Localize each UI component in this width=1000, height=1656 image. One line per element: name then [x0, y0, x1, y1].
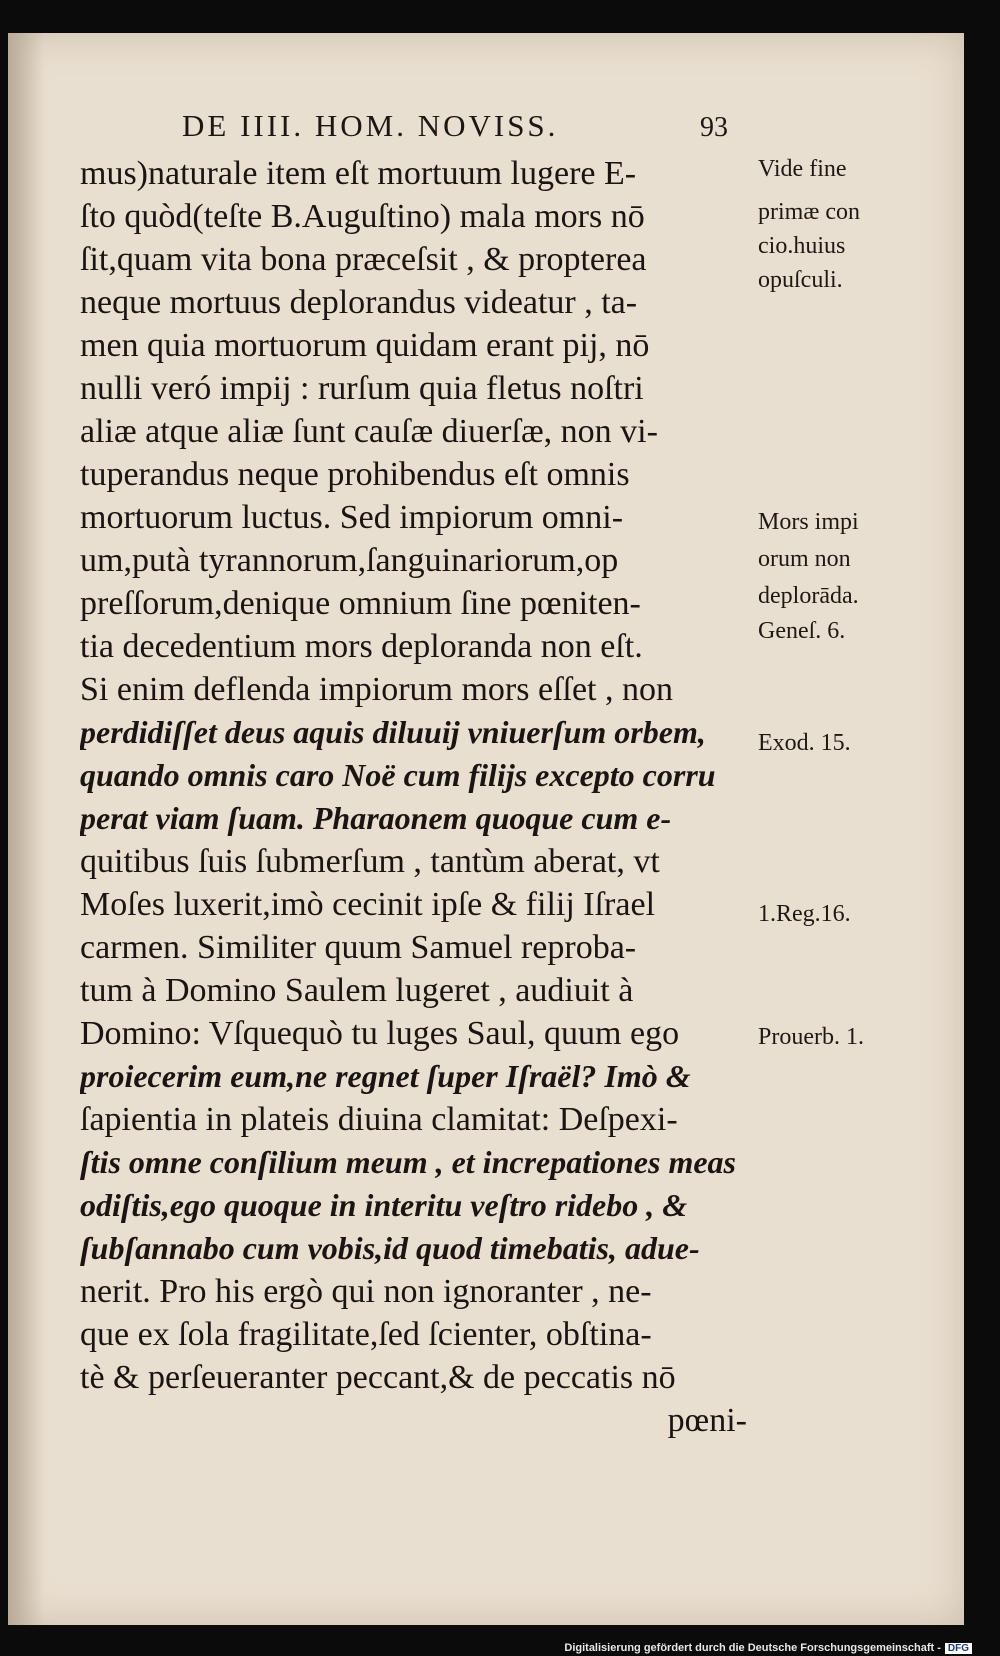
text-line: tia decedentium mors deploranda non eſt. — [80, 628, 643, 665]
dfg-logo: DFG — [945, 1643, 972, 1654]
text-line-italic: perat viam ſuam. Pharaonem quoque cum e- — [80, 800, 672, 836]
text-line: tum à Domino Saulem lugeret , audiuit à — [80, 972, 634, 1009]
credit-text: Digitalisierung gefördert durch die Deutsche Forschungsgemeinschaft - — [564, 1642, 941, 1654]
text-line: carmen. Similiter quum Samuel reproba- — [80, 929, 637, 966]
text-line: men quia mortuorum quidam erant pij, nō — [80, 327, 650, 364]
digitization-credit — [564, 1642, 972, 1654]
margin-note: Mors impi — [758, 509, 859, 535]
text-line-italic: odiſtis,ego quoque in interitu veſtro ridebo , & — [80, 1187, 688, 1223]
text-line-italic: ſubſannabo cum vobis,id quod timebatis, adue- — [80, 1230, 700, 1266]
text-line: nulli veró impij : rurſum quia fletus noſtri — [80, 370, 644, 407]
text-line: Si enim deflenda impiorum mors eſſet , non — [80, 671, 674, 708]
text-line: aliæ atque aliæ ſunt cauſæ diuerſæ, non vi- — [80, 413, 658, 450]
text-line: tè & perſeueranter peccant,& de peccatis nō — [80, 1359, 676, 1396]
text-line: preſſorum,denique omnium ſine pœniten- — [80, 585, 641, 622]
text-line-italic: proiecerim eum,ne regnet ſuper Iſraël? Imò & — [80, 1058, 691, 1094]
text-line-italic: ſtis omne conſilium meum , et increpationes meas — [80, 1144, 736, 1180]
margin-note: opuſculi. — [758, 267, 843, 293]
margin-note: orum non — [758, 546, 851, 572]
margin-note: Geneſ. 6. — [758, 618, 846, 644]
text-line: ſto quòd(teſte B.Auguſtino) mala mors nō — [80, 198, 645, 235]
running-title: DE IIII. HOM. NOVISS. — [182, 108, 559, 143]
page-gutter-shadow — [8, 33, 44, 1625]
text-line: neque mortuus deplorandus videatur , ta- — [80, 284, 638, 321]
page-number: 93 — [700, 112, 728, 143]
text-line: ſit,quam vita bona præceſsit , & propterea — [80, 241, 647, 278]
text-line: Domino: Vſquequò tu luges Saul, quum ego — [80, 1015, 680, 1052]
margin-note: cio.huius — [758, 233, 846, 259]
margin-note: deplorāda. — [758, 583, 859, 609]
main-text-block — [80, 152, 755, 1442]
margin-note: Exod. 15. — [758, 730, 851, 756]
catchword: pœni- — [667, 1402, 747, 1439]
text-line: um,putà tyrannorum,ſanguinariorum,op — [80, 542, 619, 579]
text-line: tuperandus neque prohibendus eſt omnis — [80, 456, 630, 493]
text-line: ſapientia in plateis diuina clamitat: Deſpexi- — [80, 1101, 678, 1138]
text-line: mus)naturale item eſt mortuum lugere E- — [80, 155, 637, 192]
text-line-italic: perdidiſſet deus aquis diluuij vniuerſum orbem, — [80, 714, 706, 750]
text-line: quitibus ſuis ſubmerſum , tantùm aberat, vt — [80, 843, 660, 880]
margin-note: Vide fine — [758, 156, 847, 182]
text-line-italic: quando omnis caro Noë cum filijs excepto corru — [80, 757, 716, 793]
margin-note: Prouerb. 1. — [758, 1024, 864, 1050]
text-line: mortuorum luctus. Sed impiorum omni- — [80, 499, 624, 536]
text-line: nerit. Pro his ergò qui non ignoranter , ne- — [80, 1273, 652, 1310]
text-line: que ex ſola fragilitate,ſed ſcienter, obſtina- — [80, 1316, 652, 1353]
text-line: Moſes luxerit,imò cecinit ipſe & filij Iſrael — [80, 886, 656, 923]
margin-note: primæ con — [758, 199, 860, 225]
margin-note: 1.Reg.16. — [758, 901, 851, 927]
